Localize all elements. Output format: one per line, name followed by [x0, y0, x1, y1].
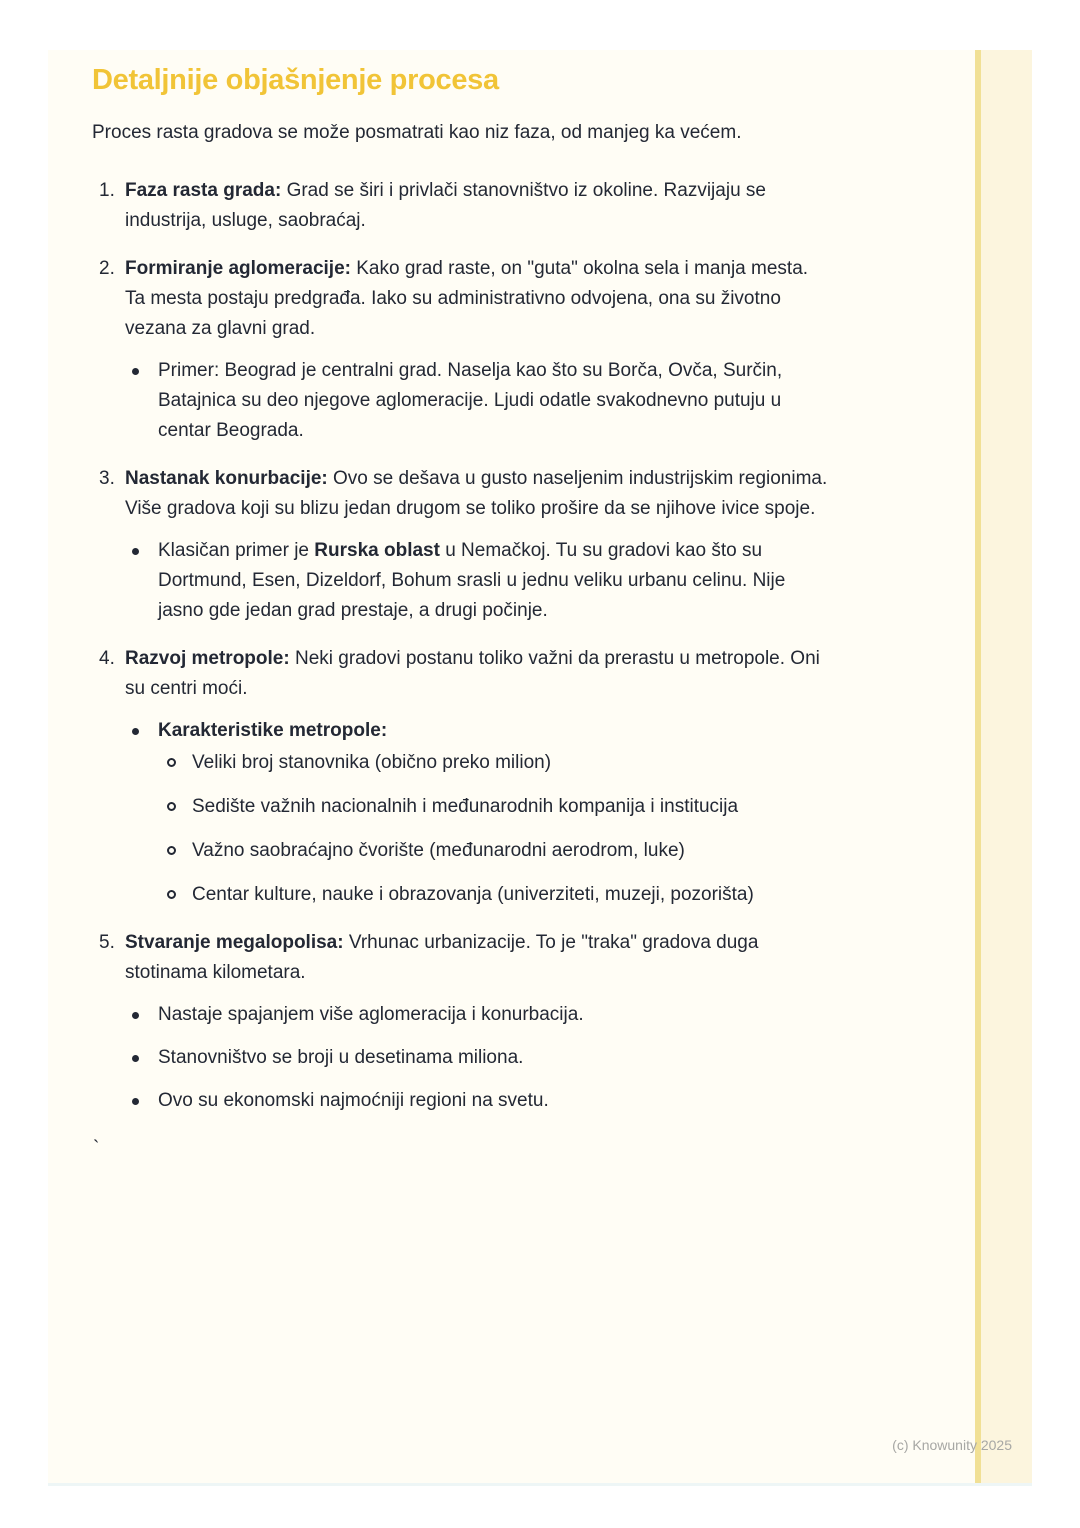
bullet-circle-icon	[167, 758, 176, 767]
bullet-circle-icon	[167, 890, 176, 899]
bullet-text: Klasičan primer je Rurska oblast u Nemačkoj. Tu su gradovi kao što su Dortmund, Esen, Dizeldorf, Bohum srasli u jednu veliku urbanu celinu. Nije jasno gde jedan grad prestaje, a drugi počinje.	[158, 540, 786, 621]
sub-bullet-text: Važno saobraćajno čvorište (međunarodni aerodrom, luke)	[192, 840, 685, 861]
bullet-dot-icon	[132, 1098, 139, 1105]
sub-bullet-item	[158, 748, 832, 778]
bold-text: Karakteristike metropole:	[158, 720, 388, 741]
bullet-circle-icon	[167, 802, 176, 811]
bullet-item	[125, 1000, 832, 1030]
process-list-item	[92, 644, 832, 910]
list-number: 2.	[99, 258, 115, 279]
bullet-dot-icon	[132, 368, 139, 375]
bold-text: Formiranje aglomeracije:	[125, 258, 351, 279]
bullet-list	[125, 1000, 832, 1116]
bullet-circle-icon	[167, 846, 176, 855]
sub-bullet-list	[158, 748, 832, 910]
list-item-text: Faza rasta grada: Grad se širi i privlači stanovništvo iz okoline. Razvijaju se industrija, usluge, saobraćaj.	[125, 180, 766, 231]
list-item-text: Razvoj metropole: Neki gradovi postanu toliko važni da prerastu u metropole. Oni su centri moći.	[125, 648, 820, 699]
bullet-item	[125, 536, 832, 626]
list-number: 4.	[99, 648, 115, 669]
bullet-list	[125, 356, 832, 446]
bullet-list	[125, 716, 832, 910]
bold-text: Rurska oblast	[314, 540, 440, 561]
bullet-list	[125, 536, 832, 626]
bullet-dot-icon	[132, 1055, 139, 1062]
document-content	[48, 50, 1032, 1164]
sub-bullet-text: Centar kulture, nauke i obrazovanja (univerziteti, muzeji, pozorišta)	[192, 884, 754, 905]
sub-bullet-text: Veliki broj stanovnika (obično preko milion)	[192, 752, 552, 773]
intro-paragraph: Proces rasta gradova se može posmatrati kao niz faza, od manjeg ka većem.	[92, 122, 742, 143]
bullet-item	[125, 1086, 832, 1116]
bold-text: Stvaranje megalopolisa:	[125, 932, 344, 953]
stray-character: `	[93, 1138, 100, 1159]
list-number: 3.	[99, 468, 115, 489]
sub-bullet-item	[158, 792, 832, 822]
list-number: 5.	[99, 932, 115, 953]
bullet-item	[125, 356, 832, 446]
process-list-item	[92, 176, 832, 236]
bullet-text: Ovo su ekonomski najmoćniji regioni na svetu.	[158, 1090, 549, 1111]
bullet-item	[125, 716, 832, 910]
process-list	[92, 176, 832, 1116]
bullet-text	[158, 720, 387, 741]
list-item-text: Formiranje aglomeracije: Kako grad raste, on "guta" okolna sela i manja mesta. Ta mesta postaju predgrađa. Iako su administrativno odvojena, ona su životno vezana za glavni grad.	[125, 258, 809, 339]
bullet-dot-icon	[132, 548, 139, 555]
list-item-text: Stvaranje megalopolisa: Vrhunac urbanizacije. To je "traka" gradova duga stotinama kilometara.	[125, 932, 759, 983]
bullet-text: Primer: Beograd je centralni grad. Naselja kao što su Borča, Ovča, Surčin, Batajnica su deo njegove aglomeracije. Ljudi odatle svakodnevno putuju u centar Beograda.	[158, 360, 783, 441]
bullet-dot-icon	[132, 1012, 139, 1019]
bold-text: Razvoj metropole:	[125, 648, 290, 669]
bullet-dot-icon	[132, 728, 139, 735]
list-item-text: Nastanak konurbacije: Ovo se dešava u gusto naseljenim industrijskim regionima. Više gradova koji su blizu jedan drugom se toliko prošire da se njihove ivice spoje.	[125, 468, 828, 519]
bullet-item	[125, 1043, 832, 1073]
sub-bullet-item	[158, 836, 832, 866]
sub-bullet-item	[158, 880, 832, 910]
bold-text: Faza rasta grada:	[125, 180, 282, 201]
process-list-item	[92, 254, 832, 446]
copyright-footer: (c) Knowunity 2025	[892, 1437, 1012, 1453]
process-list-item	[92, 464, 832, 626]
process-list-item	[92, 928, 832, 1116]
document-card	[48, 50, 1032, 1483]
bullet-text: Stanovništvo se broji u desetinama miliona.	[158, 1047, 524, 1068]
list-number: 1.	[99, 180, 115, 201]
bullet-text: Nastaje spajanjem više aglomeracija i konurbacija.	[158, 1004, 584, 1025]
bold-text: Nastanak konurbacije:	[125, 468, 328, 489]
sub-bullet-text: Sedište važnih nacionalnih i međunarodnih kompanija i institucija	[192, 796, 739, 817]
page-title: Detaljnije objašnjenje procesa	[92, 64, 499, 96]
